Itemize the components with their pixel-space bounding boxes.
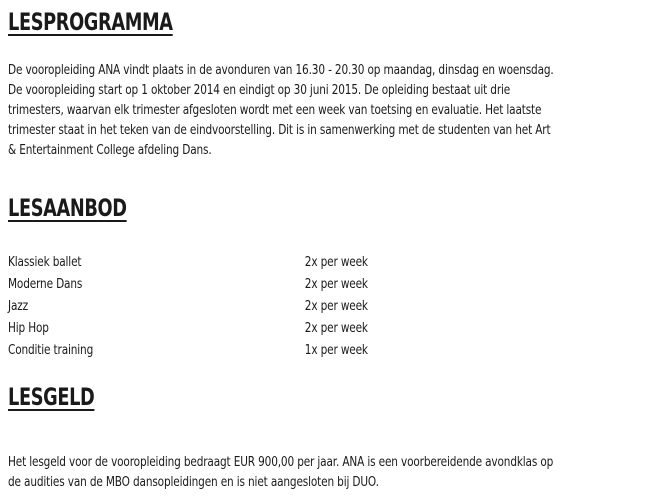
- course-frequency: 2x per week: [304, 320, 368, 336]
- paragraph-line: & Entertainment College afdeling Dans.: [8, 142, 212, 158]
- course-row: [8, 339, 388, 361]
- course-row: [8, 251, 388, 273]
- lesgeld-heading: LESGELD: [8, 383, 95, 411]
- paragraph-line: De vooropleiding start op 1 oktober 2014 en eindigt op 30 juni 2015. De opleiding bestaat uit drie: [8, 82, 511, 98]
- course-frequency: 1x per week: [304, 342, 368, 358]
- course-name: Moderne Dans: [8, 276, 83, 292]
- lesaanbod-heading: LESAANBOD: [8, 194, 127, 222]
- course-frequency: 2x per week: [304, 298, 368, 314]
- course-name: Klassiek ballet: [8, 254, 82, 270]
- paragraph-line: trimester staat in het teken van de eindvoorstelling. Dit is in samenwerking met de studenten van het Art: [8, 122, 551, 138]
- course-frequency: 2x per week: [304, 254, 368, 270]
- lesprogramma-heading: LESPROGRAMMA: [8, 8, 173, 36]
- course-row: [8, 317, 388, 339]
- course-list: [8, 251, 388, 361]
- paragraph-line: de audities van de MBO dansopleidingen en is niet aangesloten bij DUO.: [8, 474, 379, 490]
- course-name: Hip Hop: [8, 320, 49, 336]
- course-row: [8, 273, 388, 295]
- lesprogramma-paragraph: [8, 60, 554, 160]
- lesgeld-paragraph: [8, 452, 553, 492]
- paragraph-line: trimesters, waarvan elk trimester afgesloten wordt met een week van toetsing en evaluatie. Het laatste: [8, 102, 542, 118]
- course-row: [8, 295, 388, 317]
- course-name: Conditie training: [8, 342, 94, 358]
- course-name: Jazz: [8, 298, 28, 314]
- paragraph-line: De vooropleiding ANA vindt plaats in de avonduren van 16.30 - 20.30 op maandag, dinsdag en woensdag.: [8, 62, 554, 78]
- course-frequency: 2x per week: [304, 276, 368, 292]
- paragraph-line: Het lesgeld voor de vooropleiding bedraagt EUR 900,00 per jaar. ANA is een voorbereidende avondklas op: [8, 454, 554, 470]
